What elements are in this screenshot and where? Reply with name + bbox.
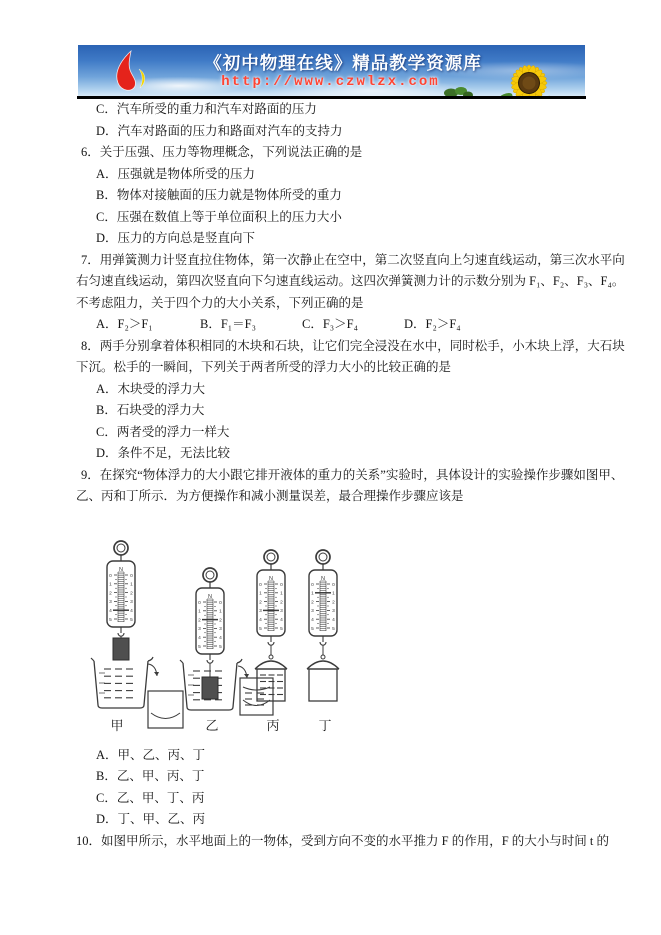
answer-option: D．丁、甲、乙、丙 [96,812,206,826]
svg-text:1: 1 [109,582,112,588]
svg-text:2: 2 [332,599,335,605]
svg-text:0: 0 [332,582,335,588]
experiment-figure [76,508,588,745]
svg-text:1: 1 [259,591,262,597]
svg-text:2: 2 [109,590,112,596]
svg-text:N: N [269,575,273,582]
svg-text:4: 4 [198,635,201,641]
svg-text:5: 5 [311,626,314,632]
svg-text:0: 0 [109,573,112,579]
answer-option: C．乙、甲、丁、丙 [96,790,205,805]
answer-option: D．F₂＞F₄ [404,317,461,331]
answer-option: B．F₁＝F₃ [200,317,256,331]
setup-label: 乙 [205,717,219,733]
svg-text:1: 1 [332,591,335,597]
svg-text:2: 2 [130,590,133,596]
svg-text:5: 5 [280,626,283,632]
svg-text:3: 3 [332,608,335,614]
question-text: 不考虑阻力，关于四个力的大小关系，下列正确的是 [76,295,364,310]
setup-label: 甲 [110,717,124,733]
svg-text:3: 3 [219,626,222,632]
svg-text:0: 0 [198,600,201,606]
svg-text:N: N [119,566,123,573]
answer-option: C．汽车所受的重力和汽车对路面的压力 [96,102,317,116]
experiment-setup-4 [307,550,339,733]
svg-text:N: N [208,593,212,600]
svg-text:1: 1 [219,609,222,615]
question-stem: 6．关于压强、压力等物理概念，下列说法正确的是 [81,145,363,159]
question-stem: 8．两手分别拿着体积相同的木块和石块，让它们完全浸没在水中，同时松手，小木块上浮，大石块 [81,338,625,353]
banner-url: http://www.czwlzx.com [221,74,440,90]
svg-text:4: 4 [311,617,314,623]
setup-label: 丁 [318,717,332,733]
question-stem: 10．如图甲所示，水平地面上的一物体，受到方向不变的水平推力 F 的作用，F 的大小与时间 t 的 [76,833,610,848]
svg-text:1: 1 [198,609,201,615]
svg-text:4: 4 [280,617,283,623]
svg-text:0: 0 [259,582,262,588]
svg-text:3: 3 [280,608,283,614]
question-text: 下沉。松手的一瞬间，下列关于两者所受的浮力大小的比较正确的是 [76,360,452,374]
svg-text:2: 2 [311,599,314,605]
question-stem: 7．用弹簧测力计竖直拉住物体，第一次静止在空中，第二次竖直向上匀速直线运动，第三次水平向 [81,252,625,267]
svg-text:4: 4 [259,617,262,623]
answer-options-row [76,314,588,336]
svg-text:3: 3 [109,599,112,605]
answer-option: D．汽车对路面的压力和路面对汽车的支持力 [96,123,343,138]
svg-text:5: 5 [259,626,262,632]
answer-option: B．石块受的浮力大 [96,403,205,417]
svg-text:2: 2 [280,599,283,605]
svg-text:4: 4 [130,608,133,614]
svg-text:1: 1 [130,582,133,588]
svg-text:4: 4 [332,617,335,623]
answer-option: C．两者受的浮力一样大 [96,424,230,439]
answer-option: B．物体对接触面的压力就是物体所受的重力 [96,188,342,202]
svg-text:0: 0 [280,582,283,588]
banner-title: 《初中物理在线》精品教学资源库 [204,53,482,73]
question-stem: 9．在探究“物体浮力的大小跟它排开液体的重力的关系”实验时，具体设计的实验操作步骤如图甲、 [81,467,624,482]
svg-text:3: 3 [130,599,133,605]
svg-text:4: 4 [219,635,222,641]
svg-text:N: N [321,575,325,582]
svg-text:3: 3 [311,608,314,614]
svg-text:1: 1 [311,591,314,597]
svg-text:0: 0 [311,582,314,588]
svg-text:3: 3 [198,626,201,632]
answer-option: A．压强就是物体所受的压力 [96,166,256,181]
answer-option: B．乙、甲、丙、丁 [96,769,205,783]
answer-option: C．F₃＞F₄ [302,317,358,331]
answer-option: C．压强在数值上等于单位面积上的压力大小 [96,209,342,224]
svg-text:0: 0 [219,600,222,606]
question-text: 乙、丙和丁所示．为方便操作和减小测量误差，最合理操作步骤应该是 [76,489,464,503]
document-body [76,99,625,852]
flame-logo-icon [110,50,152,94]
svg-text:2: 2 [198,617,201,623]
answer-option: A．甲、乙、丙、丁 [96,747,206,762]
answer-option: D．条件不足，无法比较 [96,446,231,460]
svg-text:0: 0 [130,573,133,579]
experiment-setup-1 [91,541,183,733]
answer-option: A．木块受的浮力大 [96,381,206,396]
svg-text:1: 1 [280,591,283,597]
plant-icon [443,83,473,96]
question-text: 右匀速直线运动，第四次竖直向下匀速直线运动。这四次弹簧测力计的示数分别为 F₁、F₂、F₃、F₄。 [76,274,625,288]
svg-text:2: 2 [219,617,222,623]
site-banner [78,45,585,96]
svg-text:5: 5 [219,644,222,650]
svg-text:5: 5 [130,617,133,623]
svg-text:5: 5 [332,626,335,632]
answer-option: D．压力的方向总是竖直向下 [96,231,256,245]
svg-text:2: 2 [259,599,262,605]
sunflower-icon [489,57,569,96]
svg-text:5: 5 [109,617,112,623]
svg-text:4: 4 [109,608,112,614]
svg-text:5: 5 [198,644,201,650]
svg-text:3: 3 [259,608,262,614]
setup-label: 丙 [266,717,280,733]
answer-option: A．F₂＞F₁ [96,317,153,331]
